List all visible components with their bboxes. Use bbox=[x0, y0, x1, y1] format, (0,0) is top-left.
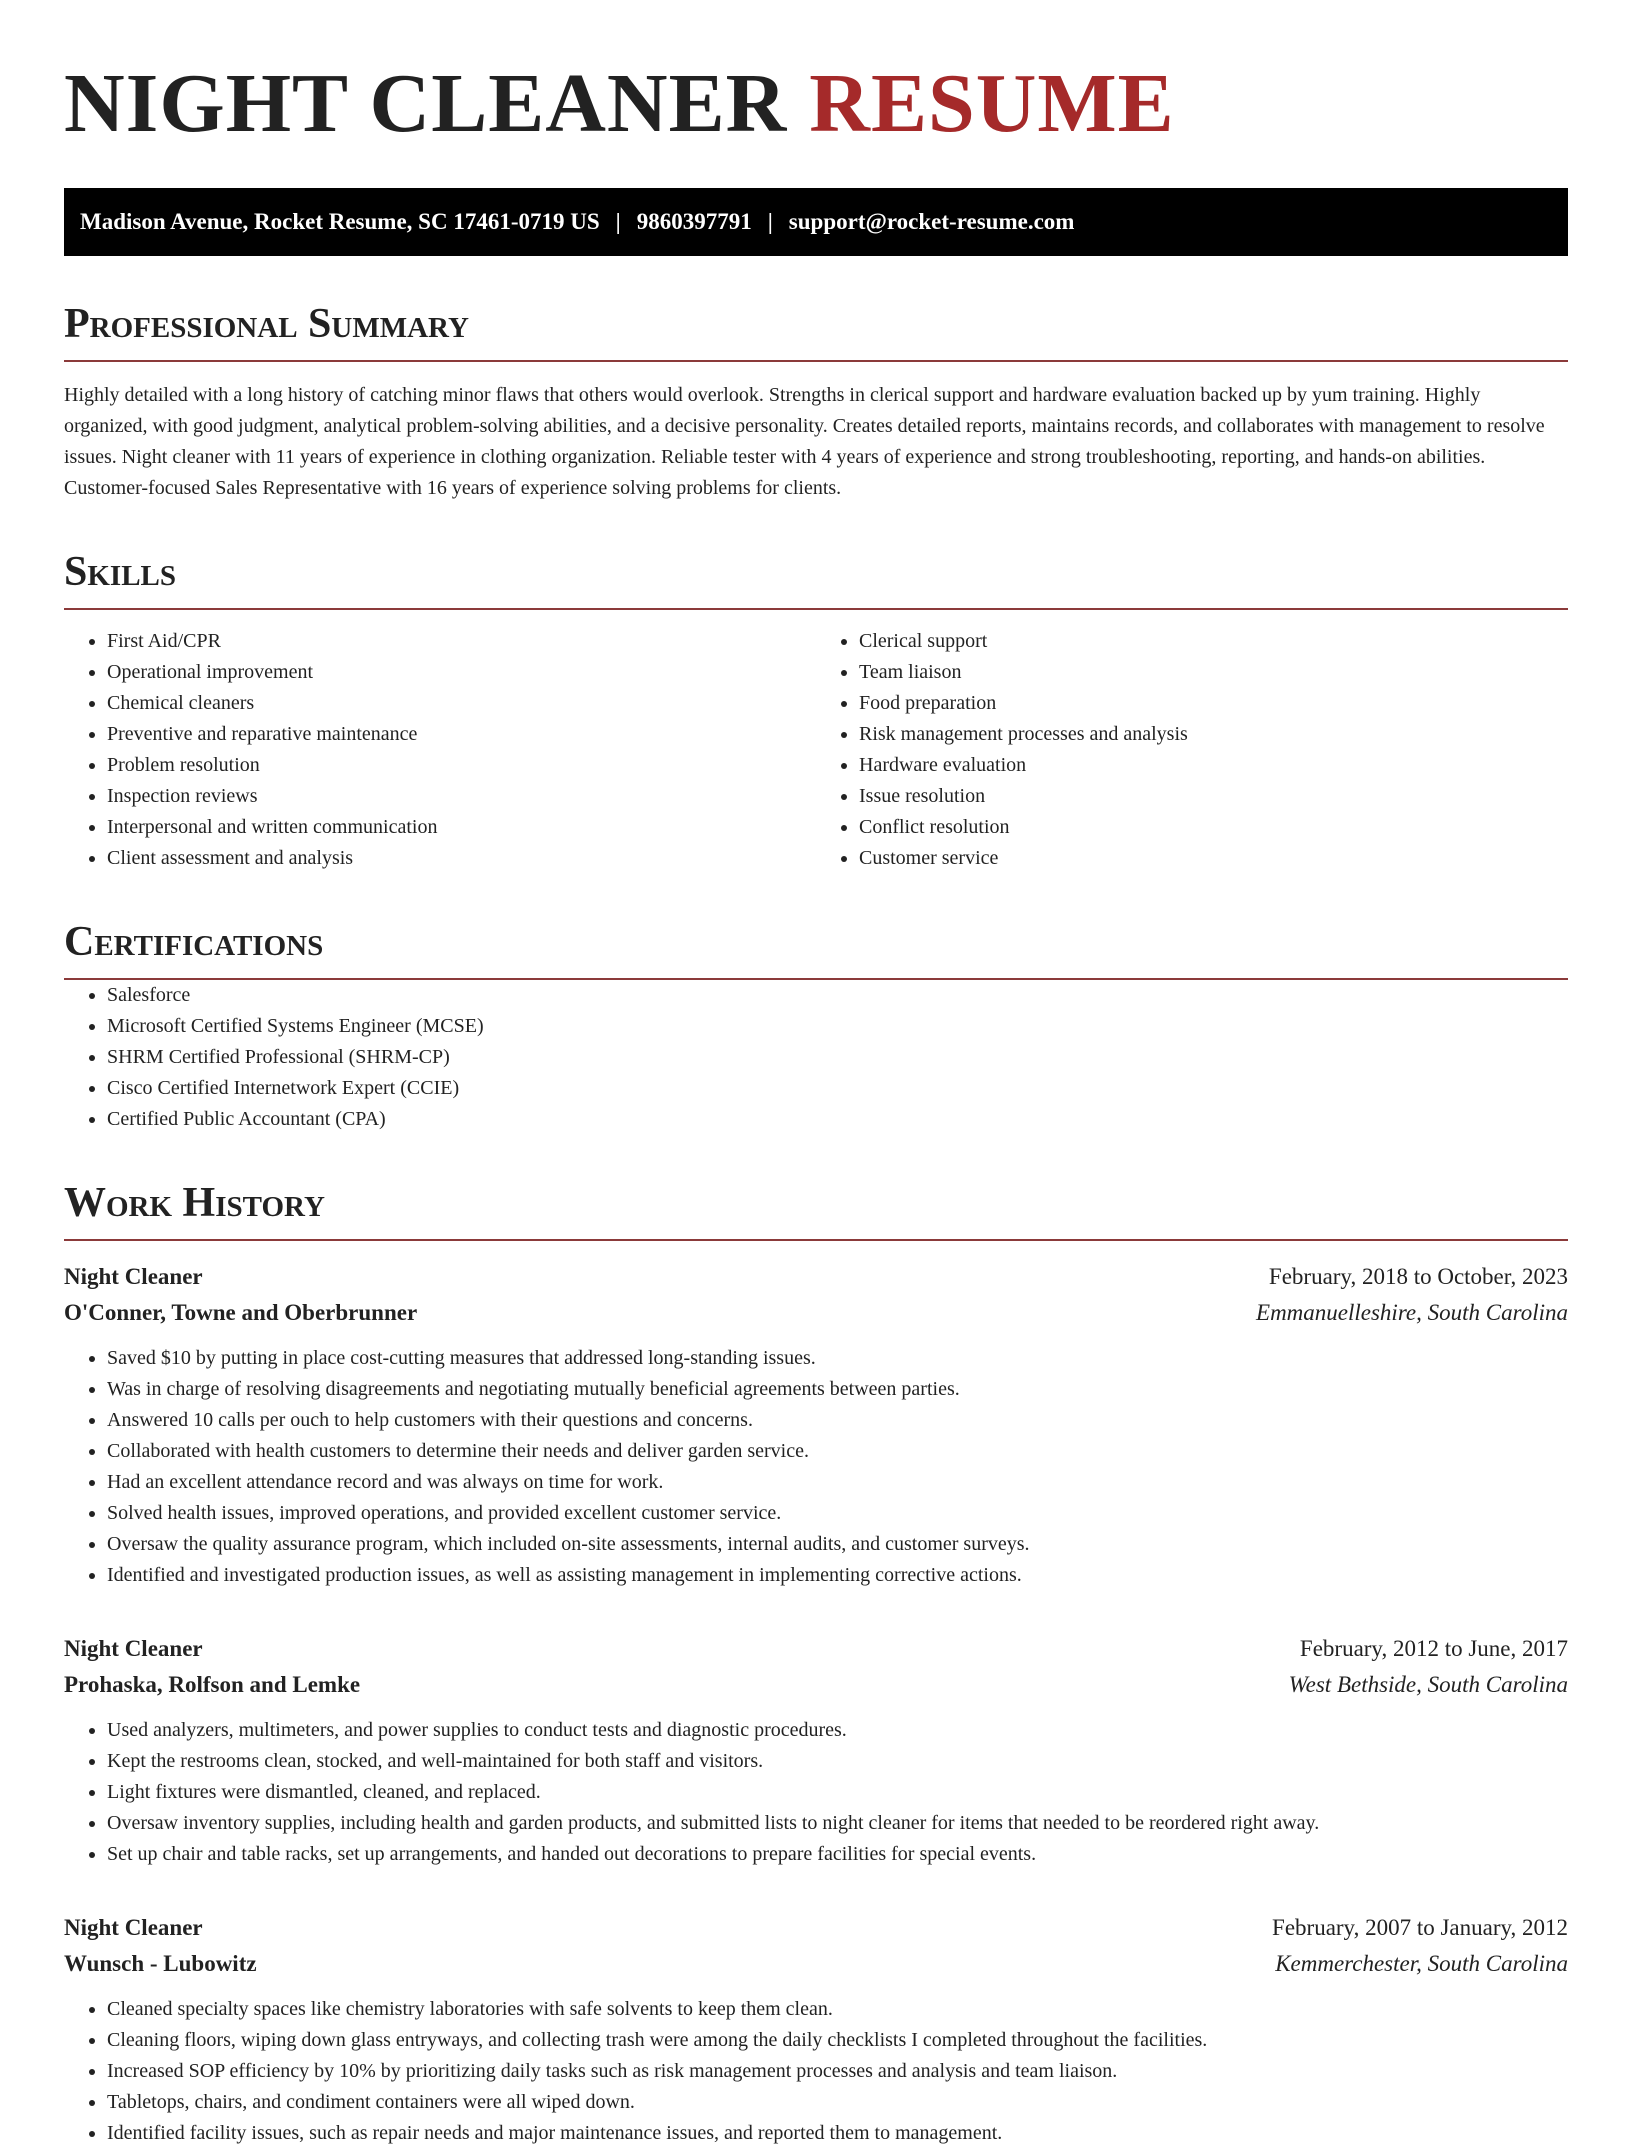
job-title: Night Cleaner bbox=[64, 1915, 203, 1940]
skill-item: • Issue resolution bbox=[859, 781, 1568, 812]
job-title: Night Cleaner bbox=[64, 1264, 203, 1289]
skill-item: • Client assessment and analysis bbox=[107, 843, 816, 874]
job-location: Emmanuelleshire, South Carolina bbox=[1256, 1300, 1568, 1325]
skill-item: • Operational improvement bbox=[107, 657, 816, 688]
job-duty: • Had an excellent attendance record and was always on time for work. bbox=[107, 1467, 1568, 1498]
skill-item: • Chemical cleaners bbox=[107, 688, 816, 719]
skills-right-list bbox=[816, 626, 1568, 874]
job-entry bbox=[64, 1631, 1568, 1870]
job-duty: • Kept the restrooms clean, stocked, and well-maintained for both staff and visitors. bbox=[107, 1746, 1568, 1777]
job-duty: • Collaborated with health customers to determine their needs and deliver garden service. bbox=[107, 1436, 1568, 1467]
summary-heading: Professional Summary bbox=[64, 300, 1568, 362]
skill-item: • Clerical support bbox=[859, 626, 1568, 657]
job-duties-list bbox=[64, 1994, 1568, 2149]
job-dates: February, 2018 to October, 2023 bbox=[1268, 1264, 1568, 1289]
skill-item: • Conflict resolution bbox=[859, 812, 1568, 843]
skill-item: • Food preparation bbox=[859, 688, 1568, 719]
contact-phone: 9860397791 bbox=[636, 209, 752, 234]
certification-item: • Certified Public Accountant (CPA) bbox=[107, 1104, 1568, 1135]
job-duty: • Was in charge of resolving disagreements and negotiating mutually beneficial agreements between parties. bbox=[107, 1374, 1568, 1405]
certification-item: • Microsoft Certified Systems Engineer (MCSE) bbox=[107, 1011, 1568, 1042]
contact-address: Madison Avenue, Rocket Resume, SC 17461-0719 US bbox=[80, 209, 600, 234]
job-duty: • Saved $10 by putting in place cost-cutting measures that addressed long-standing issues. bbox=[107, 1343, 1568, 1374]
job-title: Night Cleaner bbox=[64, 1636, 203, 1661]
job-location: Kemmerchester, South Carolina bbox=[1275, 1951, 1568, 1976]
skills-left-list bbox=[64, 626, 816, 874]
skill-item: • Risk management processes and analysis bbox=[859, 719, 1568, 750]
skills-columns bbox=[64, 626, 1568, 874]
title-main: NIGHT CLEANER bbox=[64, 57, 788, 150]
job-duty: • Used analyzers, multimeters, and power supplies to conduct tests and diagnostic procedures. bbox=[107, 1715, 1568, 1746]
job-company: Prohaska, Rolfson and Lemke bbox=[64, 1672, 361, 1697]
summary-text: Highly detailed with a long history of catching minor flaws that others would overlook. Strengths in clerical support and hardware evaluation backed up by yum training. Highly organized, with good judgment, analytical problem-solving abilities, and a decisive personality. Creates detailed reports, maintains records, and collaborates with management to resolve issues. Night cleaner with 11 years of experience in clothing organization. Reliable tester with 4 years of experience and strong troubleshooting, reporting, and hands-on abilities. Customer-focused Sales Representative with 16 years of experience solving problems for clients. bbox=[64, 384, 1545, 499]
job-entry bbox=[64, 1910, 1568, 2149]
title-accent: RESUME bbox=[809, 57, 1175, 150]
job-entry bbox=[64, 1259, 1568, 1591]
job-dates: February, 2007 to January, 2012 bbox=[1272, 1915, 1568, 1940]
skills-section bbox=[64, 548, 1568, 874]
job-duty: • Identified facility issues, such as repair needs and major maintenance issues, and reported them to management. bbox=[107, 2118, 1568, 2149]
skill-item: • Customer service bbox=[859, 843, 1568, 874]
skill-item: • First Aid/CPR bbox=[107, 626, 816, 657]
summary-section bbox=[64, 300, 1568, 504]
job-duty: • Set up chair and table racks, set up arrangements, and handed out decorations to prepare facilities for special events. bbox=[107, 1839, 1568, 1870]
job-duties-list bbox=[64, 1343, 1568, 1591]
job-duty: • Cleaning floors, wiping down glass entryways, and collecting trash were among the daily checklists I completed throughout the facilities. bbox=[107, 2025, 1568, 2056]
certification-item: • SHRM Certified Professional (SHRM-CP) bbox=[107, 1042, 1568, 1073]
certifications-heading: Certifications bbox=[64, 918, 1568, 980]
work-history-heading: Work History bbox=[64, 1179, 1568, 1241]
skill-item: • Preventive and reparative maintenance bbox=[107, 719, 816, 750]
job-duty: • Solved health issues, improved operations, and provided excellent customer service. bbox=[107, 1498, 1568, 1529]
job-duty: • Answered 10 calls per ouch to help customers with their questions and concerns. bbox=[107, 1405, 1568, 1436]
job-duty: • Increased SOP efficiency by 10% by prioritizing daily tasks such as risk management processes and analysis and team liaison. bbox=[107, 2056, 1568, 2087]
skill-item: • Inspection reviews bbox=[107, 781, 816, 812]
job-location: West Bethside, South Carolina bbox=[1288, 1672, 1568, 1697]
contact-separator: | bbox=[615, 209, 621, 234]
skill-item: • Problem resolution bbox=[107, 750, 816, 781]
certification-item: • Cisco Certified Internetwork Expert (CCIE) bbox=[107, 1073, 1568, 1104]
job-duty: • Oversaw the quality assurance program, which included on-site assessments, internal audits, and customer surveys. bbox=[107, 1529, 1568, 1560]
certifications-list bbox=[64, 980, 1568, 1135]
work-history-section bbox=[64, 1179, 1568, 2149]
certifications-section bbox=[64, 918, 1568, 1135]
job-duty: • Tabletops, chairs, and condiment containers were all wiped down. bbox=[107, 2087, 1568, 2118]
job-company: Wunsch - Lubowitz bbox=[64, 1951, 257, 1976]
skills-heading: Skills bbox=[64, 548, 1568, 610]
job-company: O'Conner, Towne and Oberbrunner bbox=[64, 1300, 418, 1325]
job-duty: • Cleaned specialty spaces like chemistry laboratories with safe solvents to keep them clean. bbox=[107, 1994, 1568, 2025]
skill-item: • Team liaison bbox=[859, 657, 1568, 688]
certification-item: • Salesforce bbox=[107, 980, 1568, 1011]
contact-email: support@rocket-resume.com bbox=[788, 209, 1075, 234]
job-duties-list bbox=[64, 1715, 1568, 1870]
skill-item: • Interpersonal and written communication bbox=[107, 812, 816, 843]
job-duty: • Light fixtures were dismantled, cleaned, and replaced. bbox=[107, 1777, 1568, 1808]
job-dates: February, 2012 to June, 2017 bbox=[1299, 1636, 1568, 1661]
contact-separator: | bbox=[767, 209, 773, 234]
skill-item: • Hardware evaluation bbox=[859, 750, 1568, 781]
contact-bar bbox=[64, 188, 1568, 256]
job-duty: • Identified and investigated production issues, as well as assisting management in implementing corrective actions. bbox=[107, 1560, 1568, 1591]
job-duty: • Oversaw inventory supplies, including health and garden products, and submitted lists to night cleaner for items that needed to be reordered right away. bbox=[107, 1808, 1568, 1839]
resume-title bbox=[64, 58, 1568, 150]
